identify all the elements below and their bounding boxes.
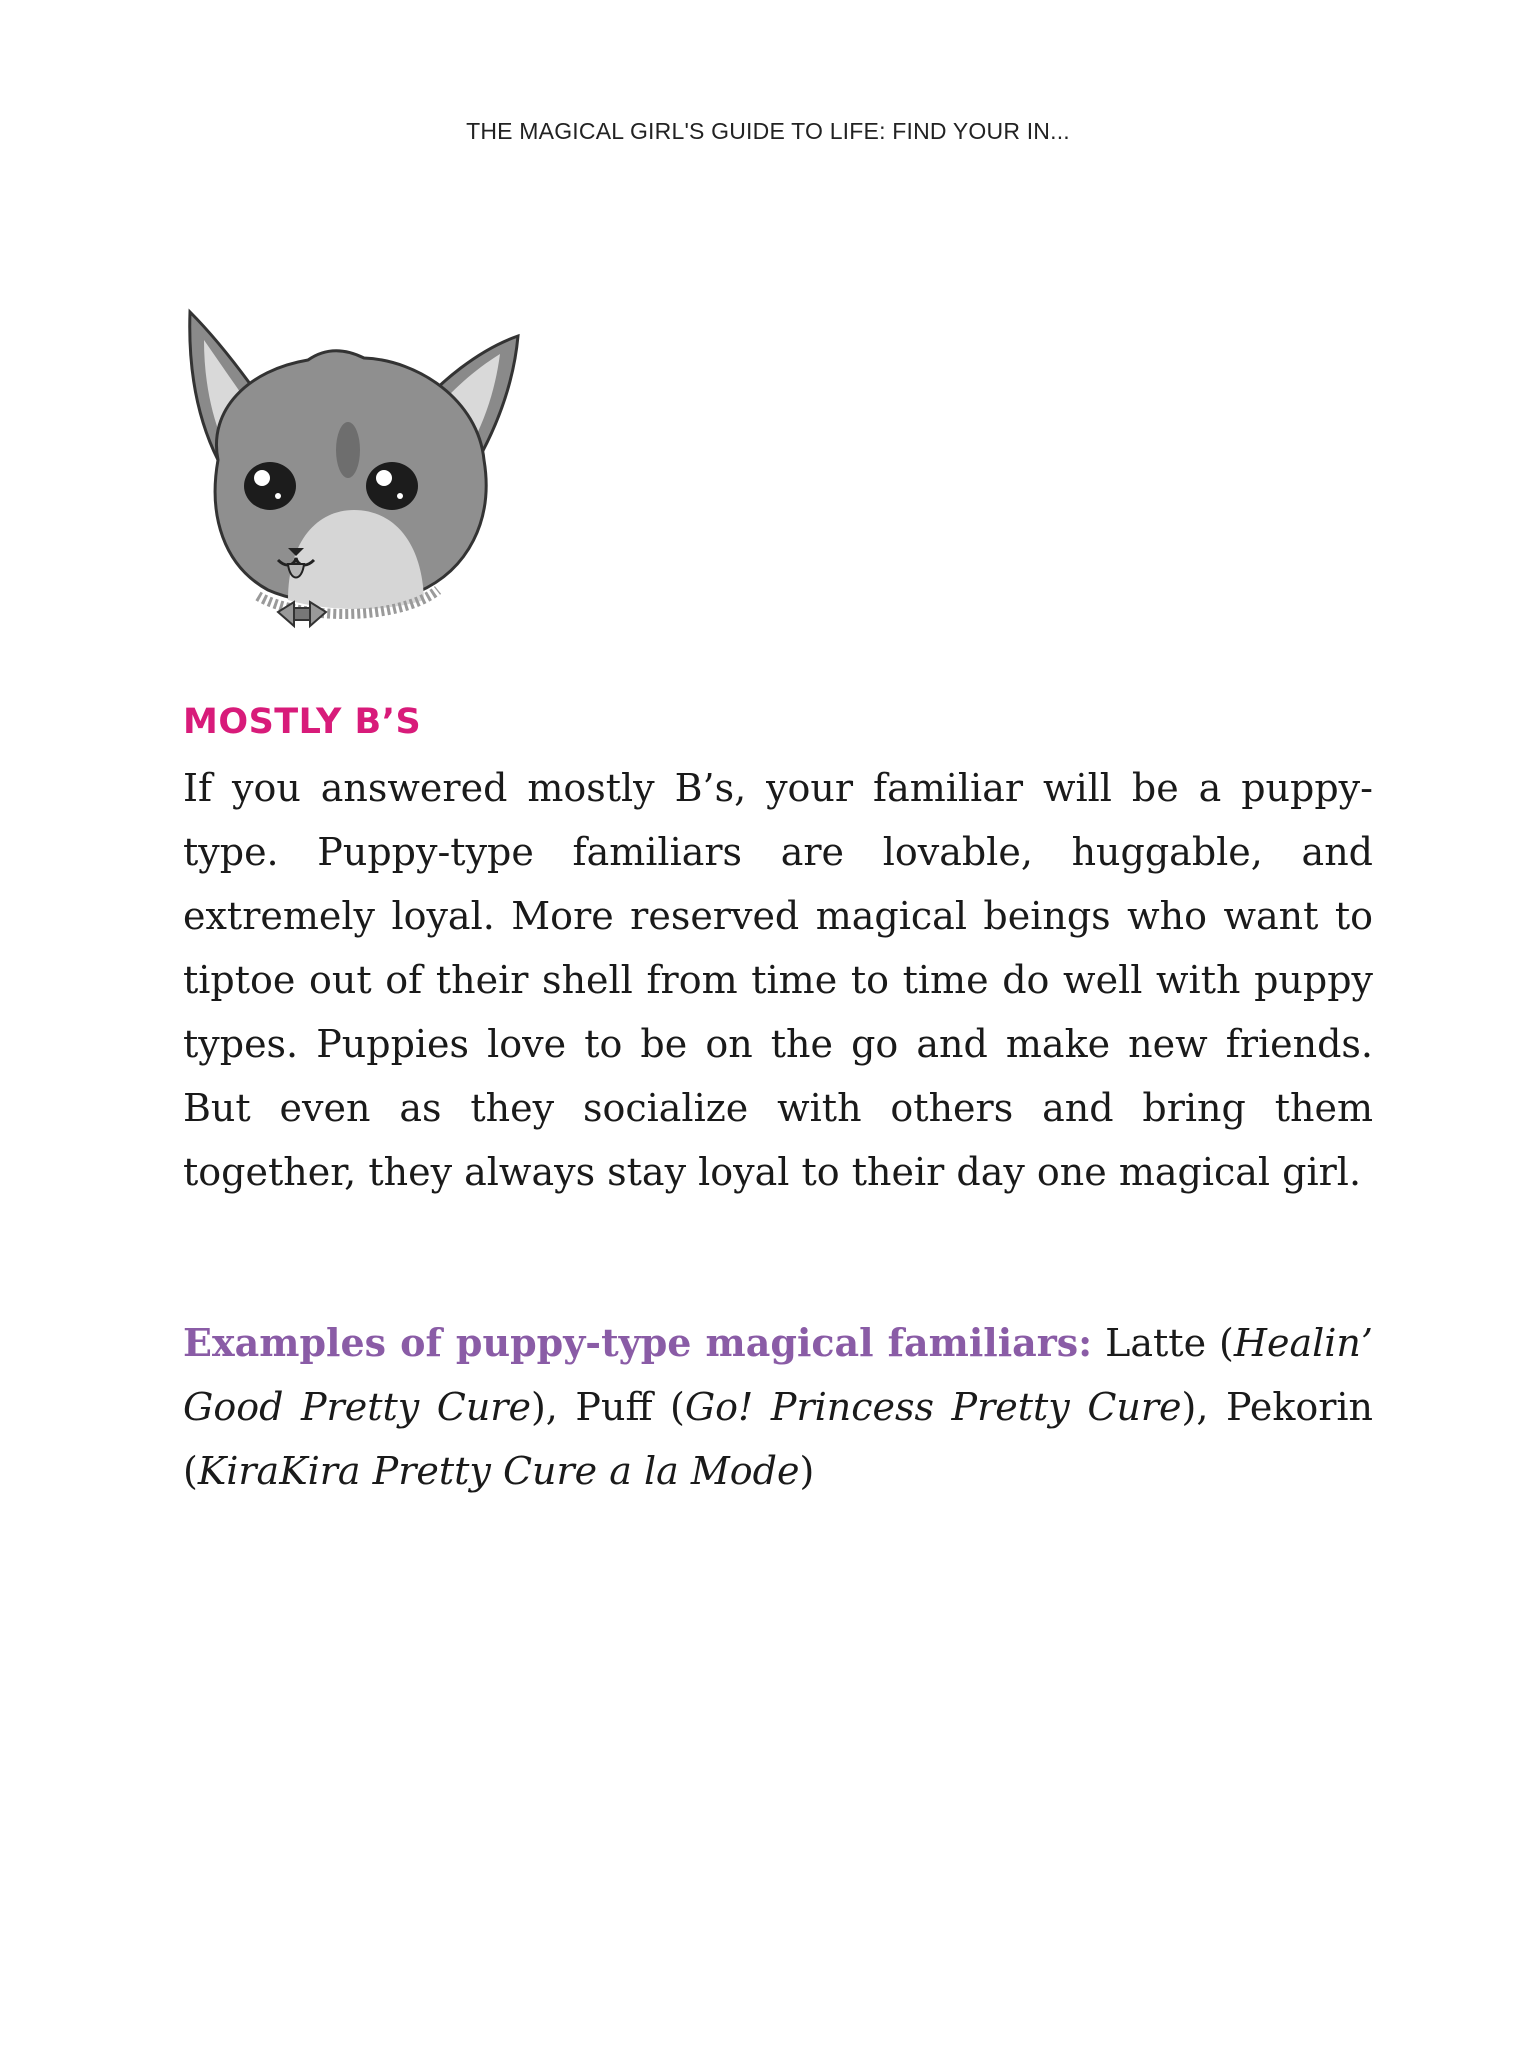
running-head: THE MAGICAL GIRL'S GUIDE TO LIFE: FIND YOUR IN... — [466, 118, 1070, 144]
example-name: Puff — [575, 1385, 653, 1429]
example-item: Puff (Go! Princess Pretty Cure), — [575, 1385, 1226, 1429]
examples-paragraph — [183, 1311, 1373, 1503]
puppy-head-icon — [178, 300, 530, 644]
example-name: Pekorin — [1225, 1385, 1374, 1429]
example-show: Healin’ Good Pretty Cure — [183, 1321, 1373, 1429]
section-heading: MOSTLY B’S — [183, 702, 422, 742]
puppy-head-illustration — [178, 300, 530, 644]
example-show: KiraKira Pretty Cure a la Mode — [197, 1449, 800, 1493]
body-paragraph: If you answered mostly B’s, your familiar will be a puppy-type. Puppy-type familiars are lovable, huggable, and extremely loyal. More reserved magical beings who want to tiptoe out of their shell from time to time do well with puppy types. Puppies love to be on the go and make new friends. But even as they socialize with others and bring them together, they always stay loyal to their day one magical girl. — [183, 766, 1373, 1194]
example-item: Pekorin (KiraKira Pretty Cure a la Mode) — [183, 1385, 1374, 1493]
example-show: Go! Princess Pretty Cure — [684, 1385, 1182, 1429]
example-name: Latte — [1105, 1321, 1207, 1365]
examples-label: Examples of puppy-type magical familiars: — [183, 1320, 1093, 1365]
example-item: Latte (Healin’ Good Pretty Cure), — [183, 1321, 1373, 1429]
